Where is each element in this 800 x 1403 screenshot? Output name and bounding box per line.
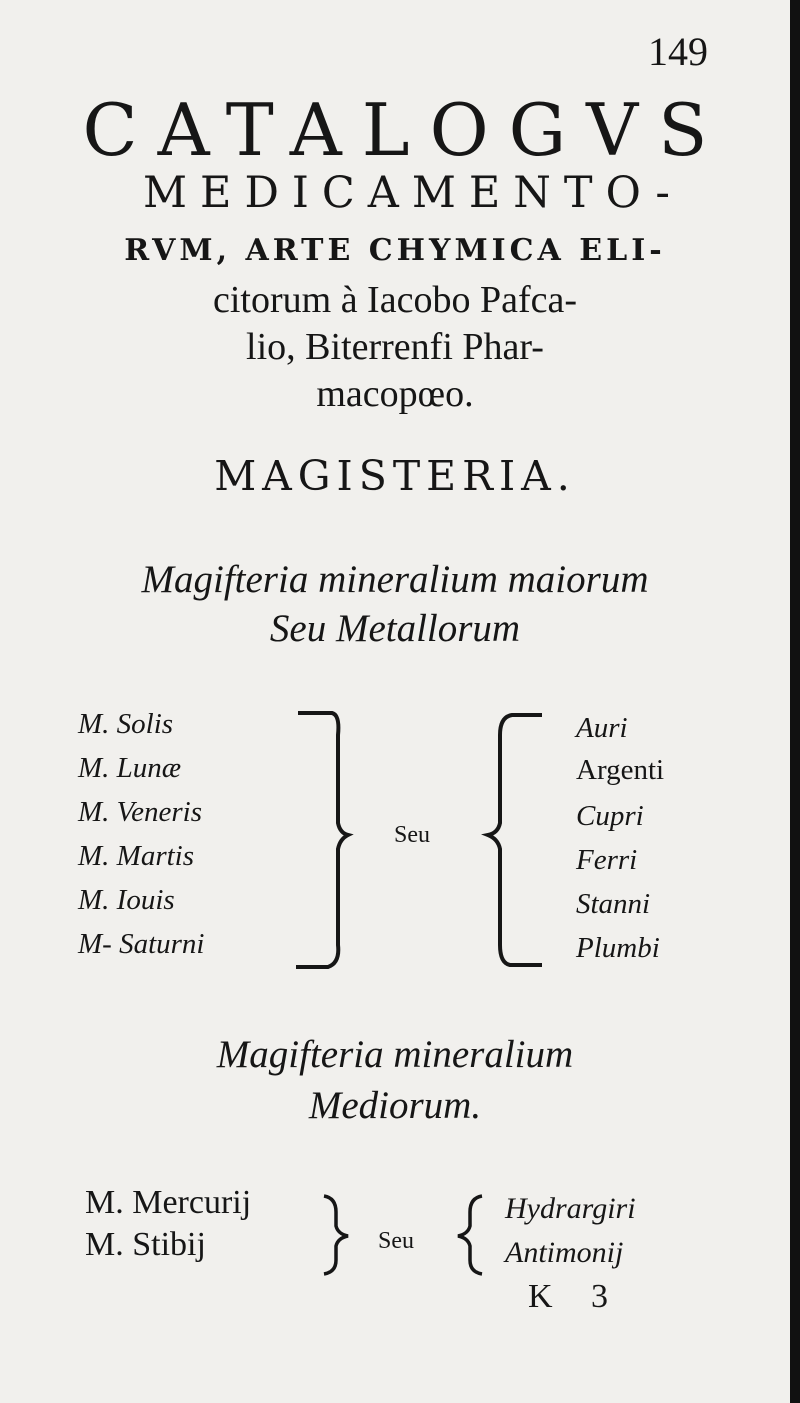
group1-left-item: M. Veneris [78, 796, 203, 828]
group1-heading-line-2: Seu Metallorum [269, 607, 521, 650]
title-line-4: citorum à Iacobo Pafca- [213, 279, 577, 321]
group1-heading-line-1: Magifteria mineralium maiorum [141, 558, 649, 601]
group2-left-item: M. Stibij [85, 1226, 206, 1263]
group1-connector: Seu [394, 822, 430, 848]
group2-left-item: M. Mercurij [85, 1184, 252, 1221]
group1-left-item: M- Saturni [78, 928, 205, 960]
group2-right-item: Hydrargiri [505, 1192, 636, 1225]
group2-connector: Seu [378, 1228, 414, 1254]
section-heading: MAGISTERIA. [214, 452, 576, 500]
group1-right-bracket [478, 705, 548, 975]
group1-left-item: M. Martis [78, 840, 194, 872]
group1-left-item: M. Solis [78, 708, 174, 740]
group2-left-brace [318, 1190, 358, 1280]
title-line-2: MEDICAMENTO- [143, 168, 683, 218]
group1-right-item: Stanni [576, 888, 651, 920]
title-line-5: lio, Biterrenfi Phar- [246, 326, 544, 368]
title-line-3: RVM, ARTE CHYMICA ELI- [124, 233, 666, 268]
group1-right-item: Argenti [576, 754, 665, 786]
group2-right-brace [452, 1190, 492, 1280]
group1-right-item: Plumbi [576, 932, 660, 964]
group2-heading-line-2: Mediorum. [308, 1084, 482, 1127]
group1-left-item: M. Lunæ [78, 752, 182, 784]
signature-mark: K 3 [528, 1278, 609, 1315]
group2-heading-line-1: Magifteria mineralium [216, 1033, 574, 1076]
group1-right-item: Auri [576, 712, 628, 744]
group1-left-item: M. Iouis [78, 884, 175, 916]
title-line-6: macopœo. [316, 373, 474, 415]
title-line-1: CATALOGVS [82, 88, 728, 172]
group2-right-item: Antimonij [505, 1236, 624, 1269]
group1-left-bracket [290, 705, 360, 975]
page-number: 149 [648, 29, 708, 74]
group1-right-item: Ferri [576, 844, 638, 876]
group1-right-item: Cupri [576, 800, 644, 832]
